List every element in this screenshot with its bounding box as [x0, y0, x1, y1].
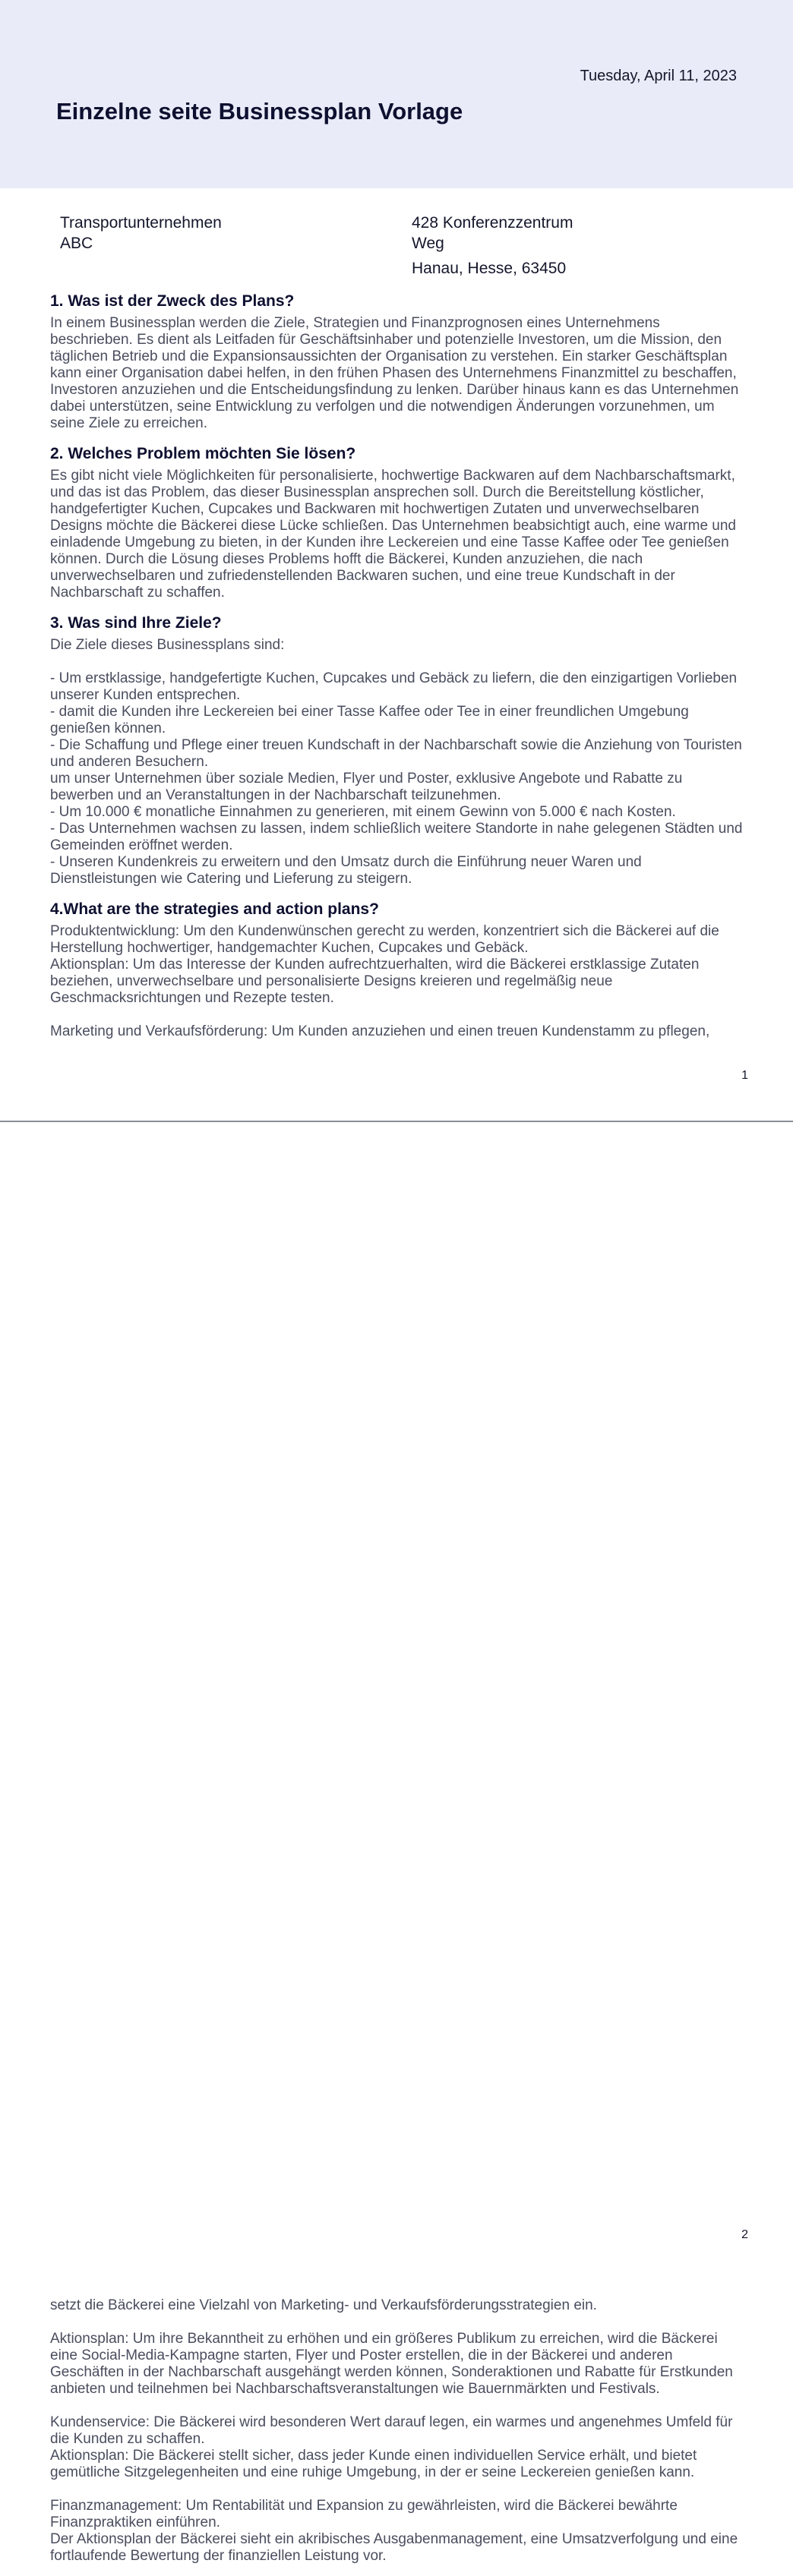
section-continuation — [50, 2297, 743, 2565]
company-name: Transportunternehmen ABC — [60, 214, 222, 252]
document-date: Tuesday, April 11, 2023 — [580, 68, 737, 84]
section-heading: 1. Was ist der Zweck des Plans? — [50, 292, 295, 310]
section-body: In einem Businessplan werden die Ziele, Strategien und Finanzprognosen eines Unternehmens beschrieben. Es dient als Leitfaden für Geschäftsinhaber und potenzielle Investoren, um die Mission, den täglichen Betrieb und die Expansionsaussichten der Organisation zu verstehen. Ein starker Geschäftsplan kann einer Organisation dabei helfen, in den frühen Phasen des Unternehmens Finanzmittel zu beschaffen, Investoren anzuziehen und die Entscheidungsfindung zu lenken. Darüber hinaus kann es das Unternehmen dabei unterstützen, seine Entwicklung zu verfolgen und die notwendigen Änderungen vorzunehmen, um seine Ziele zu erreichen. — [50, 315, 743, 431]
page-number: 2 — [741, 2228, 748, 2241]
company-address — [412, 213, 594, 279]
section-heading: 4.What are the strategies and action plans? — [50, 900, 379, 918]
section-purpose — [50, 291, 743, 432]
section-strategies — [50, 899, 743, 1040]
continuation-body: setzt die Bäckerei eine Vielzahl von Marketing- und Verkaufsförderungsstrategien ein. Aktionsplan: Um ihre Bekanntheit zu erhöhen und ein größeres Publikum zu erreichen, wird die Bäckerei eine Social-Media-Kampagne starten, Flyer und Poster erstellen, die in der Bäckerei und anderen Geschäften in der Nachbarschaft ausgehängt werden können, Sonderaktionen und Rabatte für Erstkunden anbieten und teilnehmen bei Nachbarschaftsveranstaltungen wie Bauernmärkten und Festivals. Kundenservice: Die Bäckerei wird besonderen Wert darauf legen, ein warmes und angenehmes Umfeld für die Kunden zu schaffen. Aktionsplan: Die Bäckerei stellt sicher, dass jeder Kunde einen individuellen Service erhält, und bietet gemütliche Sitzgelegenheiten und eine ruhige Umgebung, in der er seine Leckereien genießen kann. Finanzmanagement: Um Rentabilität und Expansion zu gewährleisten, wird die Bäckerei bewährte Finanzpraktiken einführen. Der Aktionsplan der Bäckerei sieht ein akribisches Ausgabenmanagement, eine Umsatzverfolgung und eine fortlaufende Bewertung der finanziellen Leistung vor. — [50, 2297, 738, 2564]
section-problem — [50, 443, 743, 601]
page-number: 1 — [741, 1069, 748, 1082]
section-body: Die Ziele dieses Businessplans sind: - Um erstklassige, handgefertigte Kuchen, Cupcakes und Gebäck zu liefern, die den einzigartigen Vorlieben unserer Kunden entsprechen. - damit die Kunden ihre Leckereien bei einer Tasse Kaffee oder Tee in einer freundlichen Umgebung genießen können. - Die Schaffung und Pflege einer treuen Kundschaft in der Nachbarschaft sowie die Anziehung von Touristen und anderen Besuchern. um unser Unternehmen über soziale Medien, Flyer und Poster, exklusive Angebote und Rabatte zu bewerben und an Veranstaltungen in der Nachbarschaft teilzunehmen. - Um 10.000 € monatliche Einnahmen zu generieren, mit einem Gewinn von 5.000 € nach Kosten. - Das Unternehmen wachsen zu lassen, indem schließlich weitere Standorte in nahe gelegenen Städten und Gemeinden eröffnet werden. - Unseren Kundenkreis zu erweitern und den Umsatz durch die Einführung neuer Waren und Dienstleistungen wie Catering und Lieferung zu steigern. — [50, 637, 743, 887]
address-street: 428 Konferenzzentrum Weg — [412, 214, 573, 252]
section-body: Es gibt nicht viele Möglichkeiten für personalisierte, hochwertige Backwaren auf dem Nachbarschaftsmarkt, und das ist das Problem, das dieser Businessplan ansprechen soll. Durch die Bereitstellung köstlicher, handgefertigter Kuchen, Cupcakes und Backwaren mit hochwertigen Zutaten und unverwechselbaren Designs möchte die Bäckerei diese Lücke schließen. Das Unternehmen beabsichtigt auch, eine warme und einladende Umgebung zu bieten, in der Kunden ihre Leckereien und eine Tasse Kaffee oder Tee genießen können. Durch die Lösung dieses Problems hofft die Bäckerei, Kunden anzuziehen, die nach unverwechselbaren und zufriedenstellenden Backwaren suchen, und eine treue Kundschaft in der Nachbarschaft zu schaffen. — [50, 468, 741, 601]
header-band — [0, 0, 793, 188]
section-heading: 3. Was sind Ihre Ziele? — [50, 614, 222, 632]
page-1 — [0, 0, 793, 1121]
section-goals — [50, 613, 743, 888]
page-2-content — [50, 2297, 743, 2576]
document-title: Einzelne seite Businessplan Vorlage — [56, 98, 463, 125]
section-heading: 2. Welches Problem möchten Sie lösen? — [50, 445, 356, 462]
address-city: Hanau, Hesse, 63450 — [412, 260, 567, 277]
page-2 — [0, 1121, 793, 2564]
page-1-content — [50, 291, 743, 1052]
section-body: Produktentwicklung: Um den Kundenwünschen gerecht zu werden, konzentriert sich die Bäckerei auf die Herstellung hochwertiger, handgemachter Kuchen, Cupcakes und Gebäck. Aktionsplan: Um das Interesse der Kunden aufrechtzuerhalten, wird die Bäckerei erstklassige Zutaten beziehen, unverwechselbare und personalisierte Designs kreieren und regelmäßig neue Geschmacksrichtungen und Rezepte testen. Marketing und Verkaufsförderung: Um Kunden anzuziehen und einen treuen Kundenstamm zu pflegen, — [50, 923, 719, 1039]
